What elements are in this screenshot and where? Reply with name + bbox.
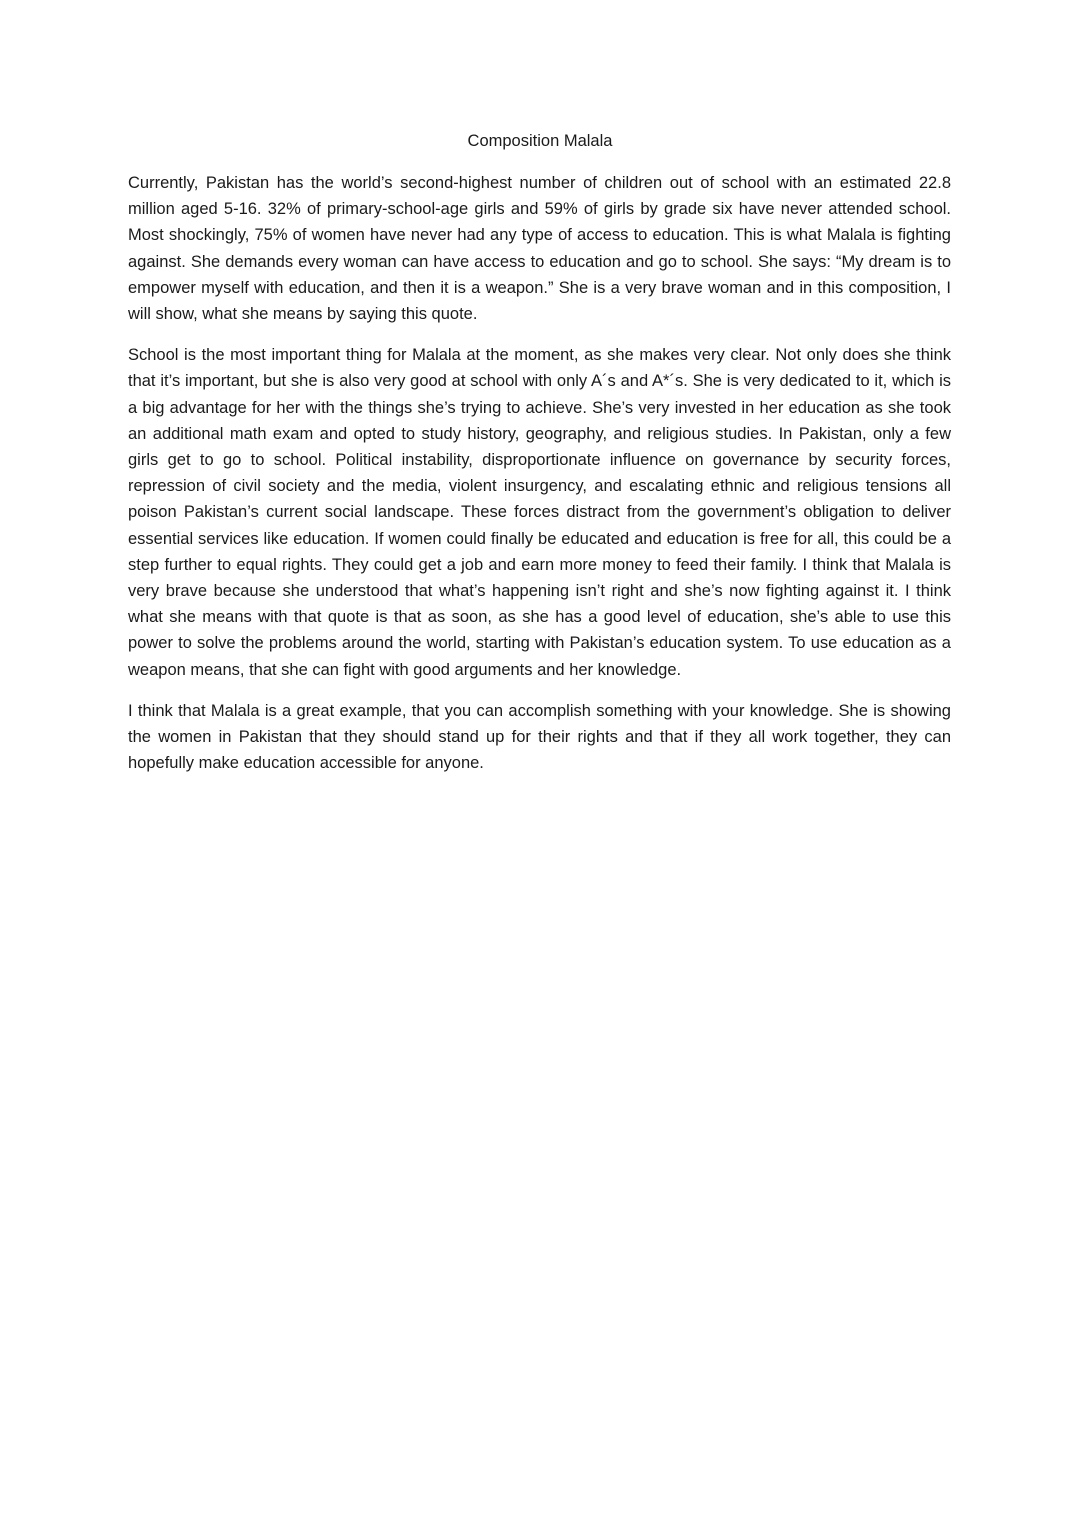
document-title: Composition Malala — [467, 132, 613, 150]
paragraph-conclusion: I think that Malala is a great example, that you can accomplish something with your knowledge. She is showing the women in Pakistan that they should stand up for their rights and that if they all work together, they can hopefully make education accessible for anyone. — [128, 701, 951, 773]
paragraph-introduction: Currently, Pakistan has the world’s second-highest number of children out of school with an estimated 22.8 million aged 5-16. 32% of primary-school-age girls and 59% of girls by grade six have never attended school. Most shockingly, 75% of women have never had any type of access to education. This is what Malala is fighting against. She demands every woman can have access to education and go to school. She says: “My dream is to empower myself with education, and then it is a weapon.” She is a very brave woman and in this composition, I will show, what she means by saying this quote. — [128, 174, 951, 324]
paragraph-main-body: School is the most important thing for Malala at the moment, as she makes very clear. Not only does she think that it’s important, but she is also very good at school with only A´s and A*´s. She is very dedicated to it, which is a big advantage for her with the things she’s trying to achieve. She’s very invested in her education as she took an additional math exam and opted to study history, geography, and religious studies. In Pakistan, only a few girls get to go to school. Political instability, disproportionate influence on governance by security forces, repression of civil society and the media, violent insurgency, and escalating ethnic and religious tensions all poison Pakistan’s current social landscape. These forces distract from the government’s obligation to deliver essential services like education. If women could finally be educated and education is free for all, this could be a step further to equal rights. They could get a job and earn more money to feed their family. I think that Malala is very brave because she understood that what’s happening isn’t right and she’s now fighting against it. I think what she means with that quote is that as soon, as she has a good level of education, she’s able to use this power to solve the problems around the world, starting with Pakistan’s education system. To use education as a weapon means, that she can fight with good arguments and her knowledge. — [128, 346, 951, 679]
document-body — [128, 170, 951, 791]
